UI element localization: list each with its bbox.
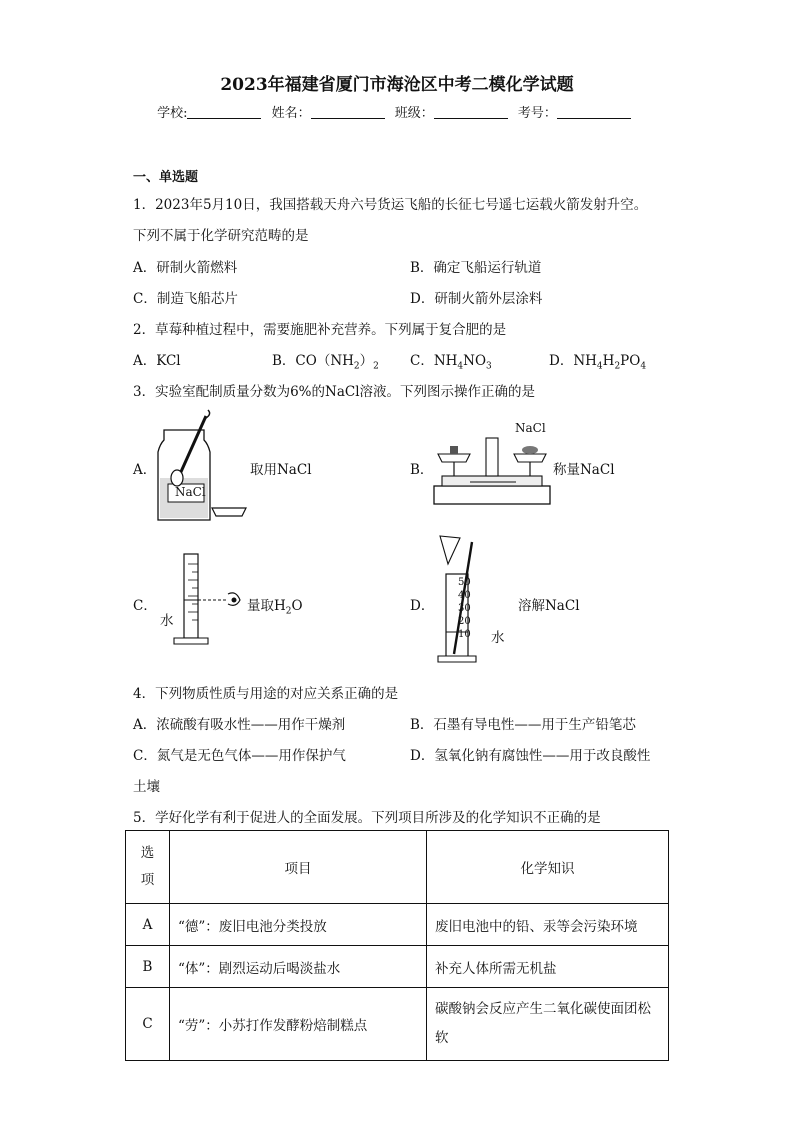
q1-option-b[interactable]: B．确定飞船运行轨道 [410,260,542,276]
q2-option-b[interactable]: B．$CO(NH_2)_2$ [272,353,379,372]
q1-option-d[interactable]: D．研制火箭外层涂料 [410,291,543,307]
table-row [126,988,669,1061]
header-knowledge: 化学知识 [427,831,669,904]
row-knowledge: 碳酸钠会反应产生二氧化碳使面团松 软 [427,988,669,1061]
q3-option-a-caption: 取用NaCl [250,462,312,478]
exam-no-blank[interactable] [557,106,631,119]
school-label: 学校: [157,106,188,121]
q3-option-c-caption: 量取$H_2O$ [247,598,303,617]
header-project: 项目 [170,831,427,904]
name-blank[interactable] [311,106,385,119]
graduated-cylinder-c-figure [170,550,250,650]
balance-scale-figure [430,432,554,508]
q2-stem: 2．草莓种植过程中，需要施肥补充营养。下列属于复合肥的是 [133,322,507,338]
q1-stem-line1: 1．2023年5月10日，我国搭载天舟六号货运飞船的长征七号遥七运载火箭发射升空。 [133,197,648,213]
row-option: B [126,946,170,988]
row-project: “劳”：小苏打作发酵粉焙制糕点 [170,988,427,1061]
row-option: A [126,904,170,946]
table-header-row [126,831,669,904]
q3-option-b-caption: 称量NaCl [553,462,615,478]
balance-pan-label: NaCl [515,421,546,435]
cylinder-scale: 50 40 30 20 10 [458,577,471,640]
q1-option-c[interactable]: C．制造飞船芯片 [133,291,238,307]
q2-option-a[interactable]: A．KCl [133,353,181,369]
row-project: “体”：剧烈运动后喝淡盐水 [170,946,427,988]
school-blank[interactable] [187,106,261,119]
q3-option-c-label[interactable]: C． [133,598,157,614]
class-label: 班级： [394,106,434,121]
table-row [126,946,669,988]
q5-stem: 5．学好化学有利于促进人的全面发展。下列项目所涉及的化学知识不正确的是 [133,810,601,826]
q4-option-d[interactable]: D．氢氧化钠有腐蚀性——用于改良酸性 [410,748,651,764]
name-label: 姓名： [271,106,311,121]
q1-stem-line2: 下列不属于化学研究范畴的是 [133,228,309,244]
row-option: C [126,988,170,1061]
q4-option-b[interactable]: B．石墨有导电性——用于生产铅笔芯 [410,717,636,733]
q3-option-a-label[interactable]: A． [133,462,157,478]
reagent-jar-label: NaCl [175,485,206,499]
q5-table [125,830,669,1061]
class-blank[interactable] [434,106,508,119]
q4-stem: 4．下列物质性质与用途的对应关系正确的是 [133,686,399,702]
q3-stem: 3．实验室配制质量分数为6%的NaCl溶液。下列图示操作正确的是 [133,384,536,400]
q4-option-c[interactable]: C．氮气是无色气体——用作保护气 [133,748,346,764]
q3-option-d-caption: 溶解NaCl [518,598,580,614]
water-label-d: 水 [491,630,505,646]
q3-option-d-label[interactable]: D． [410,598,435,614]
q4-option-d-continued: 土壤 [133,779,160,795]
q2-option-c[interactable]: C．$NH_4NO_3$ [410,353,492,372]
q4-option-a[interactable]: A．浓硫酸有吸水性——用作干燥剂 [133,717,346,733]
row-project: “德”：废旧电池分类投放 [170,904,427,946]
q1-option-a[interactable]: A．研制火箭燃料 [133,260,238,276]
exam-no-label: 考号： [517,106,557,121]
q3-option-b-label[interactable]: B． [410,462,434,478]
row-knowledge: 废旧电池中的铅、汞等会污染环境 [427,904,669,946]
reagent-jar-figure [150,408,250,524]
student-info-line [0,102,794,121]
row-knowledge: 补充人体所需无机盐 [427,946,669,988]
header-option: 选 项 [126,831,170,904]
table-row [126,904,669,946]
page-title: 2023年福建省厦门市海沧区中考二模化学试题 [220,75,574,95]
q2-option-d[interactable]: D．$NH_4H_2PO_4$ [549,353,647,372]
water-label-c: 水 [160,613,174,629]
section-heading: 一、单选题 [133,170,199,185]
